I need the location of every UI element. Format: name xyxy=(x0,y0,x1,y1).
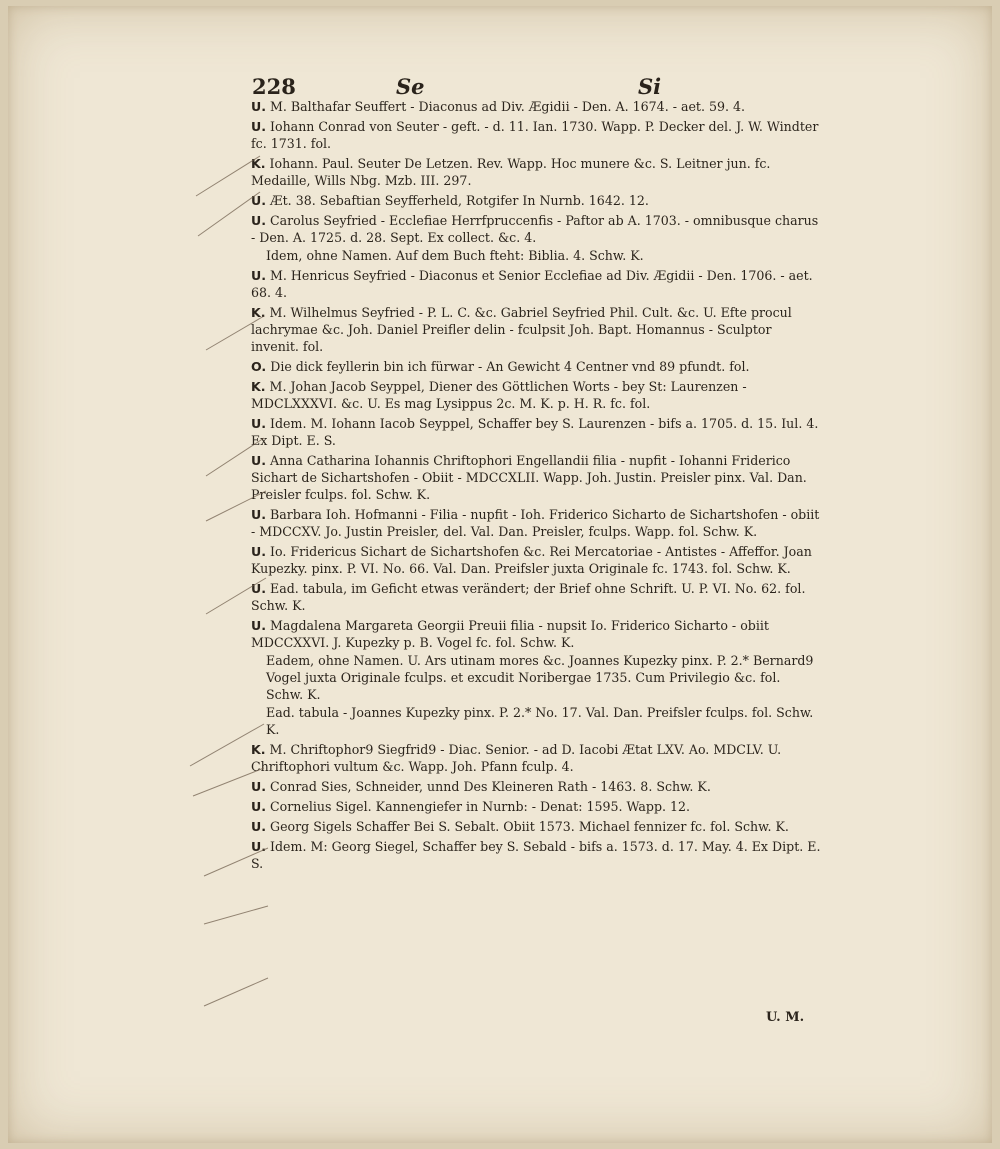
entry-text: Æt. 38. Sebaftian Seyfferheld, Rotgifer In Nurnb. 1642. 12. xyxy=(270,193,649,208)
entry-mark: O. xyxy=(251,359,267,374)
entry-mark: U. xyxy=(251,99,267,114)
pencil-stroke xyxy=(206,578,266,614)
catchword: U. M. xyxy=(766,1010,805,1025)
pencil-stroke xyxy=(196,156,260,196)
entry-text: Eadem, ohne Namen. U. Ars utinam mores &c. Joannes Kupezky pinx. P. 2.* Bernard9 Vogel juxta Originale fculps. et excudit Noribergae 1735. Cum Privilegio &c. fol. Schw. K. xyxy=(266,653,814,702)
entry-text: M. Henricus Seyfried - Diaconus et Senior Ecclefiae ad Div. Ægidii - Den. 1706. - aet. 68. 4. xyxy=(251,268,813,300)
entry-mark: U. xyxy=(251,581,267,596)
entry-text: Die dick feyllerin bin ich fürwar - An Gewicht 4 Centner vnd 89 pfundt. fol. xyxy=(270,359,750,374)
pencil-stroke xyxy=(206,316,264,350)
entry-mark: U. xyxy=(251,779,267,794)
pencil-stroke xyxy=(190,724,264,766)
entry-text: Idem, ohne Namen. Auf dem Buch fteht: Biblia. 4. Schw. K. xyxy=(266,248,644,263)
page-number: 228 xyxy=(252,74,296,99)
entry-text: Carolus Seyfried - Ecclefiae Herrfpruccenfis - Paftor ab A. 1703. - omnibusque charus - Den. A. 1725. d. 28. Sept. Ex collect. &c. 4. xyxy=(251,213,819,245)
entry-text: Iohann. Paul. Seuter De Letzen. Rev. Wapp. Hoc munere &c. S. Leitner jun. fc. Medaille, Wills Nbg. Mzb. III. 297. xyxy=(251,156,771,188)
pencil-stroke xyxy=(206,438,267,476)
right-running-head: Si xyxy=(638,74,662,99)
entry-mark: U. xyxy=(251,268,267,283)
entry-mark: K. xyxy=(251,156,266,171)
entry-mark: K. xyxy=(251,305,266,320)
entry-mark: U. xyxy=(251,839,267,854)
left-running-head: Se xyxy=(396,74,425,99)
pencil-stroke xyxy=(193,768,267,796)
entry-mark: U. xyxy=(251,213,267,228)
entry-text: Cornelius Sigel. Kannengiefer in Nurnb: - Denat: 1595. Wapp. 12. xyxy=(270,799,691,814)
entry-text: Iohann Conrad von Seuter - geft. - d. 11. Ian. 1730. Wapp. P. Decker del. J. W. Windter fc. 1731. fol. xyxy=(251,119,819,151)
entry-text: Anna Catharina Iohannis Chriftophori Engellandii filia - nupfit - Iohanni Friderico Sichart de Sichartshofen - Obiit - MDCCXLII. Wapp. Joh. Justin. Preisler pinx. Val. Dan. Preisler fculps. fol. Schw. K. xyxy=(251,453,807,502)
entry-mark: U. xyxy=(251,453,267,468)
pencil-stroke xyxy=(204,978,268,1006)
entry-text: M. Wilhelmus Seyfried - P. L. C. &c. Gabriel Seyfried Phil. Cult. &c. U. Efte procul lachrymae &c. Joh. Daniel Preifler delin - fculpsit Joh. Bapt. Homannus - Sculptor invenit. fol. xyxy=(251,305,792,354)
entry-text: Idem. M. Iohann Iacob Seyppel, Schaffer bey S. Laurenzen - bifs a. 1705. d. 15. Iul. 4. Ex Dipt. E. S. xyxy=(251,416,819,448)
entry-text: M. Balthafar Seuffert - Diaconus ad Div. Ægidii - Den. A. 1674. - aet. 59. 4. xyxy=(270,99,746,114)
entry-mark: U. xyxy=(251,799,267,814)
pencil-stroke xyxy=(206,491,266,521)
entry-mark: U. xyxy=(251,416,267,431)
entry-mark: K. xyxy=(251,742,266,757)
entry-mark: K. xyxy=(251,379,266,394)
entry-text: M. Chriftophor9 Siegfrid9 - Diac. Senior. - ad D. Iacobi Ætat LXV. Ao. MDCLV. U. Chriftophori vultum &c. Wapp. Joh. Pfann fculp. 4. xyxy=(251,742,782,774)
entry-text: Io. Fridericus Sichart de Sichartshofen &c. Rei Mercatoriae - Antistes - Affeffor. Joan Kupezky. pinx. P. VI. No. 66. Val. Dan. Preifsler juxta Originale fc. 1743. fol. Schw. K. xyxy=(251,544,812,576)
entry-mark: U. xyxy=(251,544,267,559)
entry-mark: U. xyxy=(251,618,267,633)
entry-mark: U. xyxy=(251,819,267,834)
entry-text: M. Johan Jacob Seyppel, Diener des Göttlichen Worts - bey St: Laurenzen - MDCLXXXVI. &c. U. Es mag Lysippus 2c. M. K. p. H. R. fc. fol. xyxy=(251,379,747,411)
book-page xyxy=(8,6,992,1143)
entry-mark: U. xyxy=(251,507,267,522)
entry-text: Barbara Ioh. Hofmanni - Filia - nupfit - Ioh. Friderico Sicharto de Sichartshofen - obiit - MDCCXV. Jo. Justin Preisler, del. Val. Dan. Preisler, fculps. Wapp. fol. Schw. K. xyxy=(251,507,820,539)
pencil-stroke xyxy=(204,848,268,876)
pencil-stroke xyxy=(204,906,268,924)
entry-text: Georg Sigels Schaffer Bei S. Sebalt. Obiit 1573. Michael fennizer fc. fol. Schw. K. xyxy=(270,819,789,834)
entry-text: Magdalena Margareta Georgii Preuii filia - nupsit Io. Friderico Sicharto - obiit MDCCXXVI. J. Kupezky p. B. Vogel fc. fol. Schw. K. xyxy=(251,618,769,650)
entry-text: Ead. tabula, im Geficht etwas verändert; der Brief ohne Schrift. U. P. VI. No. 62. fol. Schw. K. xyxy=(251,581,806,613)
entry-mark: U. xyxy=(251,193,267,208)
pencil-stroke xyxy=(198,192,260,236)
entry-text: Ead. tabula - Joannes Kupezky pinx. P. 2.* No. 17. Val. Dan. Preifsler fculps. fol. Schw. K. xyxy=(266,705,814,737)
entry-text: Idem. M: Georg Siegel, Schaffer bey S. Sebald - bifs a. 1573. d. 17. May. 4. Ex Dipt. E. S. xyxy=(251,839,821,871)
entry-text: Conrad Sies, Schneider, unnd Des Kleineren Rath - 1463. 8. Schw. K. xyxy=(270,779,711,794)
pencil-marks xyxy=(8,6,992,1143)
entry-mark: U. xyxy=(251,119,267,134)
